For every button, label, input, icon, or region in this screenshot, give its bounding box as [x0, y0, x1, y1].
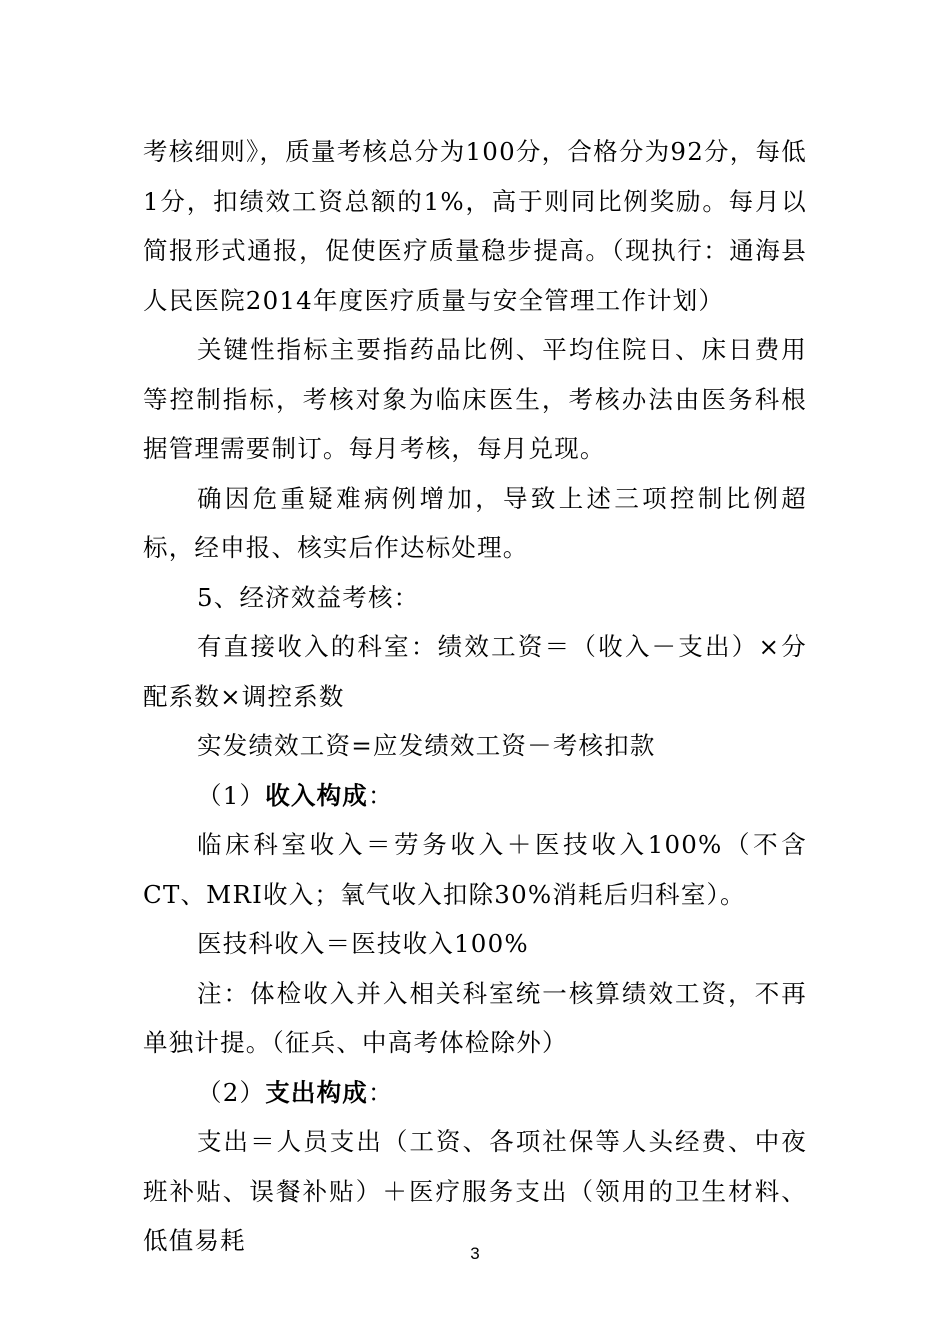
subheading-colon: ： — [368, 1077, 394, 1107]
paragraph-medtech-income: 医技科收入＝医技收入100% — [197, 929, 529, 958]
document-body — [143, 127, 807, 1266]
subheading-number: （1） — [197, 780, 266, 810]
subheading-title: 支出构成 — [265, 1077, 368, 1107]
subheading-expense-composition — [143, 1068, 807, 1118]
paragraph-note-physical-exam: 注：体检收入并入相关科室统一核算绩效工资，不再单独计提。（征兵、中高考体检除外） — [143, 978, 807, 1057]
paragraph-key-indicators: 关键性指标主要指药品比例、平均住院日、床日费用等控制指标，考核对象为临床医生，考核办法由医务科根据管理需要制订。每月考核，每月兑现。 — [143, 335, 807, 463]
paragraph-exception-handling: 确因危重疑难病例增加，导致上述三项控制比例超标，经申报、核实后作达标处理。 — [143, 483, 807, 562]
subheading-number: （2） — [197, 1077, 266, 1107]
page-number: 3 — [470, 1244, 480, 1263]
subheading-colon: ： — [368, 780, 394, 810]
paragraph-actual-pay-formula: 实发绩效工资=应发绩效工资－考核扣款 — [197, 731, 656, 760]
paragraph-clinical-income: 临床科室收入＝劳务收入＋医技收入100%（不含CT、MRI收入；氧气收入扣除30%消耗后归科室）。 — [143, 830, 807, 909]
subheading-income-composition — [143, 771, 807, 821]
paragraph-expense-formula: 支出＝人员支出（工资、各项社保等人头经费、中夜班补贴、误餐补贴）＋医疗服务支出（领用的卫生材料、低值易耗 — [143, 1127, 807, 1255]
paragraph-performance-formula: 有直接收入的科室：绩效工资＝（收入－支出）×分配系数×调控系数 — [143, 632, 807, 711]
subheading-title: 收入构成 — [265, 780, 368, 810]
paragraph-quality-assessment: 考核细则》，质量考核总分为100分，合格分为92分，每低1分，扣绩效工资总额的1%，高于则同比例奖励。每月以简报形式通报，促使医疗质量稳步提高。（现执行：通海县人民医院2014年度医疗质量与安全管理工作计划） — [143, 137, 807, 315]
section-heading-economic-benefit: 5、经济效益考核： — [197, 582, 420, 612]
